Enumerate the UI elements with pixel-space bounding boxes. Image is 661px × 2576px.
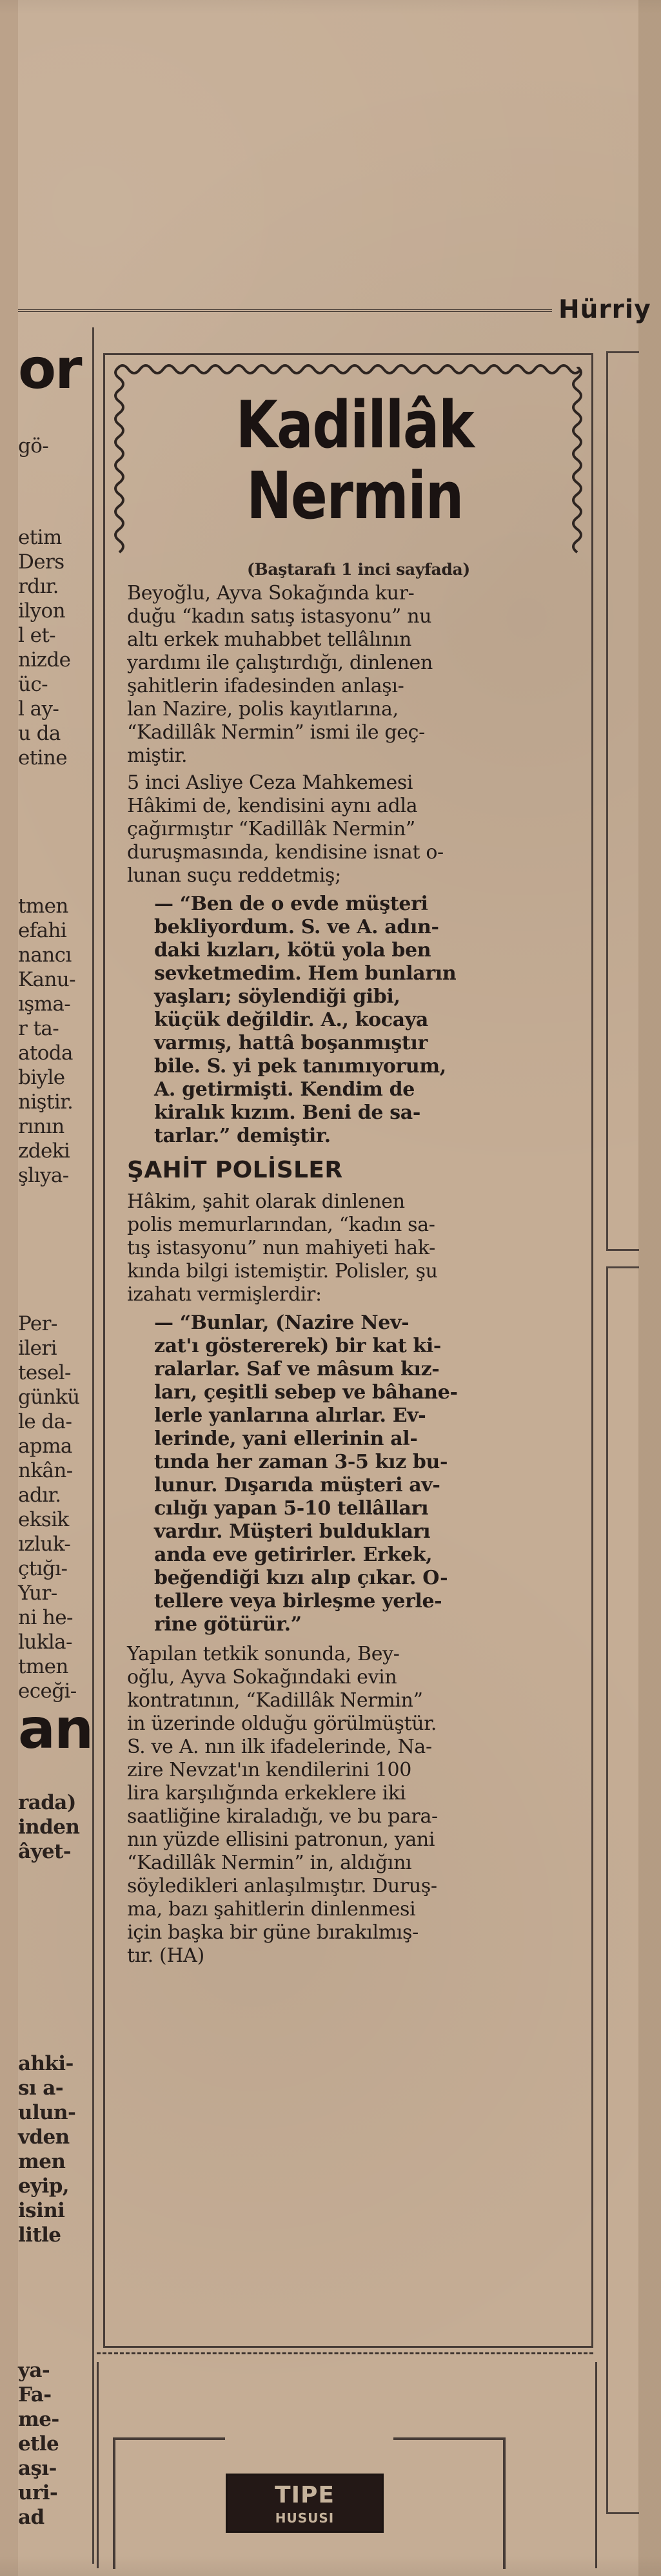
article-body [127,582,572,1968]
bottom-ad [226,2474,384,2533]
masthead-text: Hürriy [558,295,651,324]
right-top-frame [606,351,639,1251]
ad-subtitle: HUSUSI [275,2510,335,2526]
article-paragraph-1: Beyoğlu, Ayva Sokağında kur- duğu “kadın satış istasyonu” nu altı erkek muhabbet tellâlının yardımı ile çalıştırdığı, dinlenen şahitlerin ifadesinden anlaşı- lan Nazire, polis kayıtlarına, “Kadillâk Nermin” ismi ile geç- miştir. [127,582,433,767]
article-quote-2: — “Bunlar, (Nazire Nev- zat'ı göstererek) bir kat ki- ralarlar. Saf ve mâsum kız- ları, çeşitli sebep ve bâhane- lerle yanlarına alırlar. Ev- lerinde, yani ellerinin al- tında her zaman 3-5 kız bu- lunur. Dışarıda müşteri av- cılığı yapan 5-10 tellâlları vardır. Müşteri buldukları anda eve getirirler. Erkek, beğendiği kızı alıp çıkar. O- tellere veya birleşme yerle- rine götürür.” [154,1312,458,1636]
wavy-left-border [112,367,127,557]
article-paragraph-2: 5 inci Asliye Ceza Mahkemesi Hâkimi de, kendisini aynı adla çağırmıştır “Kadillâk Nermin” duruşmasında, kendisine isnat o- lunan suçu reddetmiş; [127,771,444,887]
left-fragment-group-3: tmen efahi nancı Kanu- ışma- r ta- atoda biyle niştir. rının zdeki şlıya- [18,895,76,1187]
continuation-note: (Baştarafı 1 inci sayfada) [247,560,470,579]
right-bottom-frame [606,1266,639,2514]
left-column-fragments [18,337,93,2535]
left-fragment-group-2: etim Ders rdır. ilyon l et- nizde üc- l ay- u da etine [18,526,71,770]
left-fragment-group-5: rada) inden âyet- [18,1791,80,1863]
left-paper-shadow [0,0,18,2576]
left-fragment-group-1: gö- [18,434,49,458]
top-paper-edge [0,0,661,14]
article-box [103,353,593,2348]
wavy-top-border [117,359,581,377]
article-quote-1: — “Ben de o evde müşteri bekliyordum. S. ve A. adın- daki kızları, kötü yola ben sevketmedim. Hem bunların yaşları; söylendiği gibi, küçük değildir. A., kocaya varmış, hattâ boşanmıştır bile. S. yi pek tanımıyorum, A. getirmişti. Kendim de kiralık kızım. Beni de sa- tarlar.” demiştir. [154,893,457,1147]
left-fragment-group-6: ahki- sı a- ulun- vden men eyip, isini litle [18,2052,76,2247]
headline-line-2: Nermin [246,458,463,534]
wavy-right-border [569,367,585,557]
headline-line-1: Kadillâk [235,387,474,463]
article-paragraph-4: Yapılan tetkik sonunda, Bey- oğlu, Ayva Sokağındaki evin kontratının, “Kadillâk Nermin” in üzerinde olduğu görülmüştür. S. ve A. nın ilk ifadelerinde, Na- zire Nevzat'ın kendilerini 100 lira karşılığında erkeklere iki saatliğine kiraladığı, ve bu para- nın yüzde ellisini patronun, yani “Kadillâk Nermin” in, aldığını söyledikleri anlaşılmıştır. Duruş- ma, bazı şahitlerin dinlenmesi için başka bir güne bırakılmış- tır. (HA) [127,1643,438,1967]
left-fragment-large-top: or [18,337,81,402]
left-fragment-large-bottom: an [18,1697,93,1761]
ad-title: TIPE [275,2482,335,2508]
ad-left-frame [113,2437,225,2569]
left-column-divider [92,327,94,2564]
section-heading: ŞAHİT POLİSLER [127,1157,343,1183]
left-fragment-group-7: ya- Fa- me- etle aşı- uri- ad [18,2359,59,2529]
left-fragment-group-4: Per- ileri tesel- günkü le da- apma nkân- adır. eksik ızluk- çtığı- Yur- ni he- lukla- tmen eceği- [18,1312,80,1703]
ad-right-frame [393,2437,506,2569]
bottom-paper-edge [0,2555,661,2576]
article-paragraph-3: Hâkim, şahit olarak dinlenen polis memurlarından, “kadın sa- tış istasyonu” nun mahiyeti hak- kında bilgi istemiştir. Polisler, şu izahatı vermişlerdir: [127,1190,438,1306]
masthead-rule [18,309,552,312]
